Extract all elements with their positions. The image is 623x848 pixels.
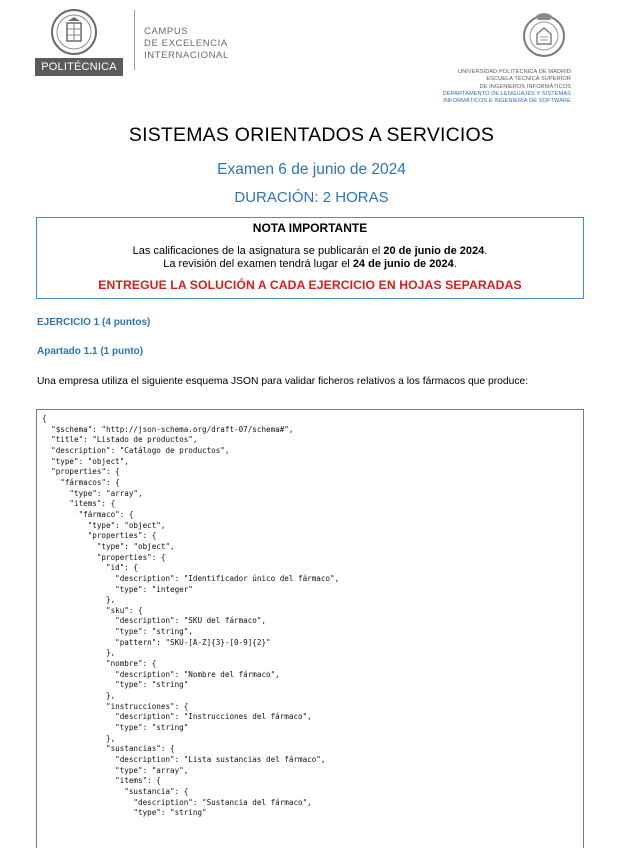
code-line: "fármacos": { (60, 477, 120, 487)
section-heading: Apartado 1.1 (1 punto) (37, 346, 144, 357)
code-line: }, (106, 595, 116, 605)
notice-review-line: La revisión del examen tendrá lugar el 24 de junio de 2024. (163, 258, 457, 270)
upm-logo (35, 8, 123, 76)
code-line: "type": "object", (51, 456, 129, 466)
code-line: "description": "Instrucciones del fármaco", (115, 712, 312, 722)
code-line: "properties": { (51, 467, 120, 477)
important-notice-box (36, 217, 584, 299)
code-line: "type": "integer" (115, 584, 193, 594)
code-line: "description": "Nombre del fármaco", (115, 669, 280, 679)
code-line: "description": "Identificador único del fármaco", (115, 573, 340, 583)
code-line: "properties": { (96, 552, 166, 562)
code-line: "sku": { (106, 605, 143, 615)
code-line: "nombre": { (106, 659, 157, 669)
code-line: "type": "array", (115, 765, 189, 775)
institution-block: UNIVERSIDAD POLITÉCNICA DE MADRID ESCUELA TÉCNICA SUPERIOR DE INGENIEROS INFORMÁTICOS DEPARTAMENTO DE LENGUAJES Y SISTEMAS INFORMÁTICOS E INGENIERÍA DE SOFTWARE (442, 69, 571, 105)
campus-excelencia-label: CAMPUS DE EXCELENCIA INTERNACIONAL (144, 26, 229, 61)
code-line: "fármaco": { (78, 509, 134, 519)
code-line: "items": { (115, 776, 161, 786)
code-line: "id": { (106, 563, 139, 573)
code-line: "instrucciones": { (106, 701, 189, 711)
exercise-paragraph: Una empresa utiliza el siguiente esquema JSON para validar ficheros relativos a los fármacos que produce: (37, 376, 529, 387)
upm-seal-icon (50, 8, 98, 56)
code-line: "type": "object", (96, 541, 175, 551)
code-line: "$schema": "http://json-schema.org/draft-07/schema#", (51, 424, 294, 434)
upm-logo-label: POLITÉCNICA (35, 58, 123, 76)
code-line: "description": "Lista sustancias del fármaco", (115, 755, 326, 764)
separate-sheets-warning: ENTREGUE LA SOLUCIÓN A CADA EJERCICIO EN HOJAS SEPARADAS (98, 278, 522, 292)
code-line: "pattern": "SKU-[A-Z]{3}-[0-9]{2}" (115, 637, 271, 647)
code-line: "items": { (69, 499, 116, 509)
code-line: { (42, 414, 47, 423)
code-line: "type": "object", (87, 520, 166, 530)
page-header (0, 0, 623, 120)
code-text (37, 410, 583, 819)
code-line: "type": "string" (133, 808, 207, 818)
code-line: }, (106, 691, 116, 701)
code-line: "description": "Sustancia del fármaco", (133, 797, 312, 807)
code-line: "type": "string" (115, 680, 189, 690)
etsiinf-seal-icon (518, 8, 570, 60)
page-title: SISTEMAS ORIENTADOS A SERVICIOS (128, 124, 495, 146)
code-line: }, (106, 648, 116, 658)
code-line: "description": "Catálogo de productos", (51, 445, 230, 455)
code-line: "sustancias": { (106, 744, 175, 754)
header-divider (134, 10, 135, 70)
code-line: }, (106, 733, 116, 743)
grades-date: 20 de junio de 2024 (383, 245, 485, 257)
review-date: 24 de junio de 2024 (352, 258, 454, 270)
code-line: "description": "SKU del fármaco", (115, 616, 267, 626)
code-line: "properties": { (87, 531, 157, 541)
code-line: "type": "string" (115, 723, 189, 733)
exercise-heading: EJERCICIO 1 (4 puntos) (37, 317, 151, 328)
code-line: "sustancia": { (124, 786, 189, 796)
code-line: "title": "Listado de productos", (51, 435, 198, 445)
exam-duration: DURACIÓN: 2 HORAS (234, 189, 389, 206)
notice-title: NOTA IMPORTANTE (252, 221, 368, 235)
exam-date: Examen 6 de junio de 2024 (217, 161, 406, 178)
notice-grades-line: Las calificaciones de la asignatura se publicarán el 20 de junio de 2024. (132, 245, 488, 257)
code-line: "type": "string", (115, 627, 193, 637)
json-schema-code-block (36, 409, 584, 848)
code-line: "type": "array", (69, 488, 143, 498)
